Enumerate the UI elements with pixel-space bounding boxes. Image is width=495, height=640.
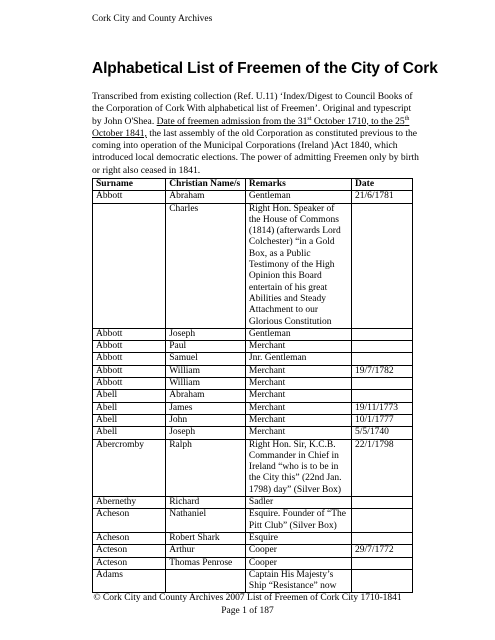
cell-date: 29/7/1772 (352, 545, 413, 557)
cell-remarks: Merchant (245, 402, 351, 414)
intro-date-part-2: October 1710, to the 25 (311, 115, 405, 127)
cell-surname (93, 203, 166, 328)
cell-christian-name: Abraham (166, 390, 246, 402)
header-remarks: Remarks (245, 179, 351, 191)
cell-remarks: Esquire (245, 532, 351, 544)
cell-christian-name: Joseph (166, 328, 246, 340)
cell-date: 10/1/1777 (352, 414, 413, 426)
intro-sup-th: th (404, 115, 410, 122)
cell-date (352, 353, 413, 365)
table-row (93, 390, 413, 402)
table-row (93, 439, 413, 496)
intro-date-part-1: Date of freemen admission from the 31 (156, 115, 308, 127)
cell-date (352, 497, 413, 509)
cell-christian-name: Thomas Penrose (166, 557, 246, 569)
cell-date: 19/11/1773 (352, 402, 413, 414)
freemen-table (92, 178, 413, 593)
cell-date: 5/5/1740 (352, 427, 413, 439)
cell-surname: Abbott (93, 353, 166, 365)
cell-christian-name (166, 569, 246, 593)
table-row (93, 569, 413, 593)
cell-christian-name: James (166, 402, 246, 414)
table-row (93, 328, 413, 340)
table-row (93, 509, 413, 533)
cell-remarks: Merchant (245, 414, 351, 426)
cell-remarks: Sadler (245, 497, 351, 509)
footer-copyright: © Cork City and County Archives 2007 List of Freemen of Cork City 1710-1841 (93, 593, 402, 603)
cell-surname: Abell (93, 402, 166, 414)
cell-date (352, 390, 413, 402)
cell-date: 22/1/1798 (352, 439, 413, 496)
cell-remarks: Merchant (245, 390, 351, 402)
cell-christian-name: Abraham (166, 191, 246, 203)
cell-christian-name: Joseph (166, 427, 246, 439)
cell-surname: Acheson (93, 532, 166, 544)
cell-surname: Abell (93, 390, 166, 402)
table-row (93, 497, 413, 509)
cell-christian-name: William (166, 365, 246, 377)
cell-surname: Abernethy (93, 497, 166, 509)
cell-remarks: Gentleman (245, 328, 351, 340)
table-header-row (93, 179, 413, 191)
intro-date-part-3: October 1841, (92, 127, 147, 139)
cell-date (352, 569, 413, 593)
cell-remarks: Merchant (245, 378, 351, 390)
table-row (93, 557, 413, 569)
header-date: Date (352, 179, 413, 191)
cell-date (352, 203, 413, 328)
cell-date (352, 341, 413, 353)
cell-christian-name: Richard (166, 497, 246, 509)
cell-remarks: Merchant (245, 365, 351, 377)
cell-christian-name: Nathaniel (166, 509, 246, 533)
cell-surname: Adams (93, 569, 166, 593)
cell-christian-name: Ralph (166, 439, 246, 496)
cell-surname: Abbott (93, 341, 166, 353)
cell-surname: Abell (93, 427, 166, 439)
cell-surname: Abbott (93, 378, 166, 390)
cell-remarks: Jnr. Gentleman (245, 353, 351, 365)
cell-surname: Abbott (93, 191, 166, 203)
cell-remarks: Esquire. Founder of “The Pitt Club” (Silver Box) (245, 509, 351, 533)
cell-date: 19/7/1782 (352, 365, 413, 377)
cell-christian-name: John (166, 414, 246, 426)
cell-surname: Acteson (93, 545, 166, 557)
cell-remarks: Gentleman (245, 191, 351, 203)
table-row (93, 365, 413, 377)
intro-sup-st: st (307, 115, 312, 122)
cell-christian-name: Samuel (166, 353, 246, 365)
footer-page-number: Page 1 of 187 (221, 606, 274, 616)
header-surname: Surname (93, 179, 166, 191)
table-row (93, 402, 413, 414)
cell-date: 21/6/1781 (352, 191, 413, 203)
cell-christian-name: Robert Shark (166, 532, 246, 544)
table-body (93, 191, 413, 593)
cell-surname: Abercromby (93, 439, 166, 496)
cell-date (352, 509, 413, 533)
table-row (93, 203, 413, 328)
table-row (93, 378, 413, 390)
page-title: Alphabetical List of Freemen of the City of Cork (92, 60, 438, 77)
cell-surname: Acheson (93, 509, 166, 533)
cell-remarks: Cooper (245, 557, 351, 569)
table-row (93, 532, 413, 544)
cell-remarks: Right Hon. Speaker of the House of Commons (1814) (afterwards Lord Colchester) “in a Gold Box, as a Public Testimony of the High Opinion this Board entertain of his great Abilities and Steady Attachment to our Glorious Constitution (245, 203, 351, 328)
cell-surname: Abbott (93, 365, 166, 377)
table-row (93, 341, 413, 353)
cell-date (352, 378, 413, 390)
cell-christian-name: Arthur (166, 545, 246, 557)
intro-text-1: Transcribed from existing collection (Ref. U.11) ‘Index/Digest to Council Books of the Corporation of Cork With alphabetical list of Freemen’. Original and typescript by John O'Shea. (92, 91, 413, 127)
cell-date (352, 557, 413, 569)
cell-surname: Acteson (93, 557, 166, 569)
header-christian-names: Christian Name/s (166, 179, 246, 191)
cell-remarks: Right Hon. Sir, K.C.B. Commander in Chief in Ireland “who is to be in the City this” (22nd Jan. 1798) day” (Silver Box) (245, 439, 351, 496)
running-header: Cork City and County Archives (92, 14, 213, 24)
intro-text-2: the last assembly of the old Corporation as constituted previous to the coming into operation of the Municipal Corporations (Ireland )Act 1840, which introduced local democratic elections. The power of admitting Freemen only by birth or right also ceased in 1841. (92, 127, 419, 176)
cell-christian-name: Paul (166, 341, 246, 353)
cell-remarks: Merchant (245, 341, 351, 353)
table-row (93, 427, 413, 439)
cell-surname: Abell (93, 414, 166, 426)
intro-paragraph (92, 91, 422, 177)
table-row (93, 191, 413, 203)
cell-remarks: Merchant (245, 427, 351, 439)
table-row (93, 414, 413, 426)
cell-date (352, 328, 413, 340)
cell-christian-name: Charles (166, 203, 246, 328)
cell-surname: Abbott (93, 328, 166, 340)
table-row (93, 545, 413, 557)
table-row (93, 353, 413, 365)
cell-date (352, 532, 413, 544)
cell-remarks: Cooper (245, 545, 351, 557)
cell-christian-name: William (166, 378, 246, 390)
cell-remarks: Captain His Majesty’s Ship “Resistance” now (245, 569, 351, 593)
